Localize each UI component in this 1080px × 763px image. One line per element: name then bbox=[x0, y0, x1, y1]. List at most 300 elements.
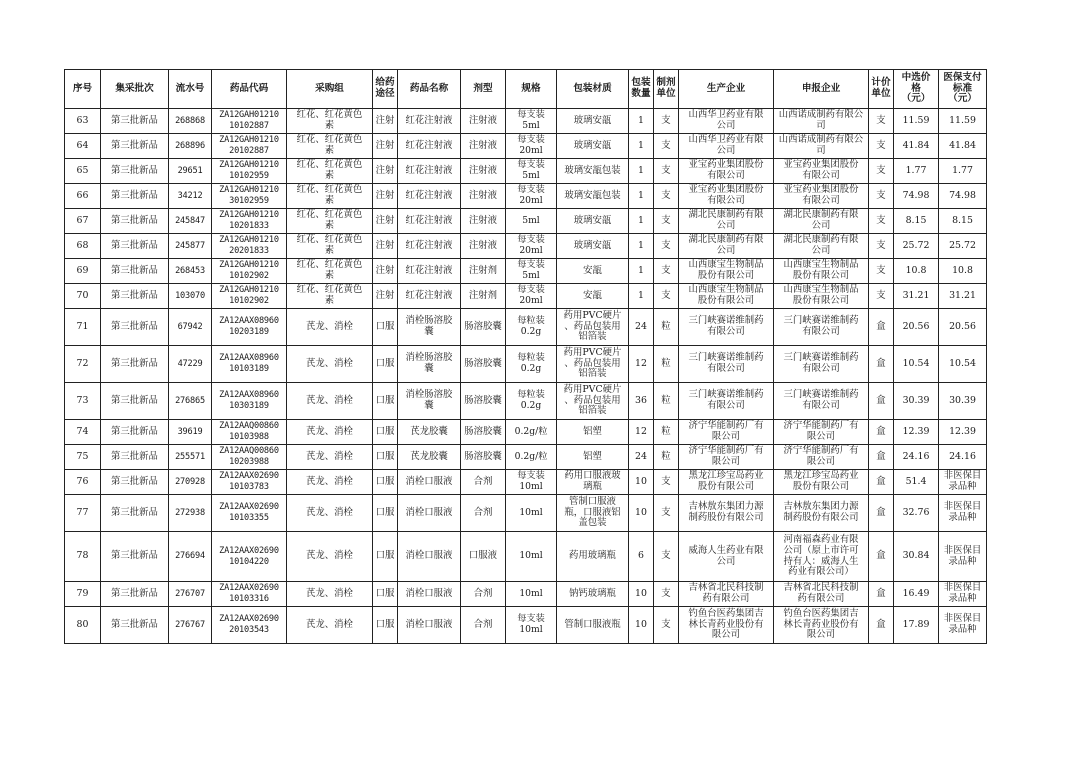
cell-insurance-standard: 31.21 bbox=[939, 284, 987, 309]
cell-unit: 支 bbox=[654, 470, 679, 495]
cell-route: 口服 bbox=[373, 470, 398, 495]
table-row bbox=[65, 582, 987, 607]
cell-batch: 第三批新品 bbox=[101, 184, 169, 209]
cell-purchase-group: 芪龙、消栓 bbox=[287, 470, 373, 495]
cell-drug-name: 消栓肠溶胶 囊 bbox=[398, 346, 461, 383]
cell-bid-price: 16.49 bbox=[894, 582, 939, 607]
cell-packaging: 药用玻璃瓶 bbox=[557, 532, 629, 582]
cell-insurance-standard: 12.39 bbox=[939, 420, 987, 445]
cell-batch: 第三批新品 bbox=[101, 495, 169, 532]
cell-unit: 支 bbox=[654, 184, 679, 209]
table-row bbox=[65, 495, 987, 532]
cell-manufacturer: 吉林省北民科技制 药有限公司 bbox=[679, 582, 774, 607]
table-row bbox=[65, 532, 987, 582]
drug-price-table-page bbox=[64, 69, 987, 644]
cell-insurance-standard: 8.15 bbox=[939, 209, 987, 234]
cell-insurance-standard: 74.98 bbox=[939, 184, 987, 209]
cell-pricing-unit: 盒 bbox=[869, 420, 894, 445]
cell-batch: 第三批新品 bbox=[101, 159, 169, 184]
cell-pricing-unit: 盒 bbox=[869, 346, 894, 383]
cell-seq: 80 bbox=[65, 607, 101, 644]
cell-unit: 支 bbox=[654, 582, 679, 607]
cell-pack-qty: 10 bbox=[629, 470, 654, 495]
cell-insurance-standard: 24.16 bbox=[939, 445, 987, 470]
cell-bid-price: 11.59 bbox=[894, 109, 939, 134]
cell-route: 注射 bbox=[373, 184, 398, 209]
cell-bid-price: 10.8 bbox=[894, 259, 939, 284]
cell-manufacturer: 山西华卫药业有限 公司 bbox=[679, 134, 774, 159]
cell-drug-code: ZA12AAX08960 10103189 bbox=[212, 346, 287, 383]
table-row bbox=[65, 109, 987, 134]
cell-manufacturer: 威海人生药业有限 公司 bbox=[679, 532, 774, 582]
cell-applicant: 吉林省北民科技制 药有限公司 bbox=[774, 582, 869, 607]
cell-pricing-unit: 支 bbox=[869, 109, 894, 134]
cell-batch: 第三批新品 bbox=[101, 309, 169, 346]
table-row bbox=[65, 445, 987, 470]
cell-drug-code: ZA12GAH01210 10102887 bbox=[212, 109, 287, 134]
cell-route: 注射 bbox=[373, 134, 398, 159]
cell-purchase-group: 红花、红花黄色 素 bbox=[287, 159, 373, 184]
cell-drug-code: ZA12AAX02690 20103543 bbox=[212, 607, 287, 644]
cell-serial: 268453 bbox=[169, 259, 212, 284]
cell-seq: 65 bbox=[65, 159, 101, 184]
cell-route: 口服 bbox=[373, 383, 398, 420]
cell-applicant: 湖北民康制药有限 公司 bbox=[774, 209, 869, 234]
cell-insurance-standard: 25.72 bbox=[939, 234, 987, 259]
cell-batch: 第三批新品 bbox=[101, 383, 169, 420]
cell-bid-price: 12.39 bbox=[894, 420, 939, 445]
cell-bid-price: 25.72 bbox=[894, 234, 939, 259]
cell-manufacturer: 山西康宝生物制品 股份有限公司 bbox=[679, 259, 774, 284]
cell-applicant: 三门峡赛诺维制药 有限公司 bbox=[774, 346, 869, 383]
cell-bid-price: 30.84 bbox=[894, 532, 939, 582]
cell-drug-name: 红花注射液 bbox=[398, 259, 461, 284]
cell-drug-name: 红花注射液 bbox=[398, 159, 461, 184]
header-packaging: 包装材质 bbox=[557, 70, 629, 109]
cell-drug-code: ZA12AAX02690 10103355 bbox=[212, 495, 287, 532]
cell-bid-price: 10.54 bbox=[894, 346, 939, 383]
cell-packaging: 玻璃安瓿 bbox=[557, 109, 629, 134]
cell-pricing-unit: 支 bbox=[869, 284, 894, 309]
cell-dosage-form: 合剂 bbox=[461, 495, 506, 532]
cell-dosage-form: 合剂 bbox=[461, 470, 506, 495]
cell-manufacturer: 济宁华能制药厂有 限公司 bbox=[679, 420, 774, 445]
cell-manufacturer: 吉林敖东集团力源 制药股份有限公司 bbox=[679, 495, 774, 532]
cell-batch: 第三批新品 bbox=[101, 109, 169, 134]
cell-packaging: 铝塑 bbox=[557, 445, 629, 470]
cell-packaging: 管制口服液瓶 bbox=[557, 607, 629, 644]
cell-drug-name: 芪龙胶囊 bbox=[398, 445, 461, 470]
cell-manufacturer: 黑龙江珍宝岛药业 股份有限公司 bbox=[679, 470, 774, 495]
cell-dosage-form: 肠溶胶囊 bbox=[461, 445, 506, 470]
cell-bid-price: 74.98 bbox=[894, 184, 939, 209]
cell-drug-code: ZA12AAQ00860 10103988 bbox=[212, 420, 287, 445]
cell-route: 口服 bbox=[373, 495, 398, 532]
cell-batch: 第三批新品 bbox=[101, 284, 169, 309]
cell-bid-price: 41.84 bbox=[894, 134, 939, 159]
cell-dosage-form: 合剂 bbox=[461, 582, 506, 607]
cell-drug-name: 红花注射液 bbox=[398, 234, 461, 259]
cell-spec: 每支装 10ml bbox=[506, 607, 557, 644]
cell-serial: 39619 bbox=[169, 420, 212, 445]
cell-packaging: 玻璃安瓿 bbox=[557, 209, 629, 234]
cell-drug-name: 红花注射液 bbox=[398, 284, 461, 309]
cell-serial: 255571 bbox=[169, 445, 212, 470]
cell-packaging: 药用PVC硬片 、药品包装用 铝箔装 bbox=[557, 309, 629, 346]
cell-spec: 10ml bbox=[506, 582, 557, 607]
cell-packaging: 管制口服液 瓶，口服液铝 盖包装 bbox=[557, 495, 629, 532]
cell-drug-code: ZA12AAX02690 10103316 bbox=[212, 582, 287, 607]
cell-insurance-standard: 30.39 bbox=[939, 383, 987, 420]
cell-route: 口服 bbox=[373, 532, 398, 582]
header-drug-code: 药品代码 bbox=[212, 70, 287, 109]
cell-seq: 79 bbox=[65, 582, 101, 607]
cell-pack-qty: 10 bbox=[629, 582, 654, 607]
header-purchase-group: 采购组 bbox=[287, 70, 373, 109]
cell-seq: 74 bbox=[65, 420, 101, 445]
table-row bbox=[65, 420, 987, 445]
cell-pack-qty: 1 bbox=[629, 209, 654, 234]
cell-route: 口服 bbox=[373, 607, 398, 644]
cell-dosage-form: 注射剂 bbox=[461, 284, 506, 309]
header-serial: 流水号 bbox=[169, 70, 212, 109]
cell-bid-price: 1.77 bbox=[894, 159, 939, 184]
cell-applicant: 山西康宝生物制品 股份有限公司 bbox=[774, 284, 869, 309]
cell-batch: 第三批新品 bbox=[101, 346, 169, 383]
cell-seq: 66 bbox=[65, 184, 101, 209]
cell-manufacturer: 三门峡赛诺维制药 有限公司 bbox=[679, 346, 774, 383]
cell-purchase-group: 红花、红花黄色 素 bbox=[287, 109, 373, 134]
cell-dosage-form: 注射液 bbox=[461, 234, 506, 259]
header-drug-name: 药品名称 bbox=[398, 70, 461, 109]
cell-insurance-standard: 非医保目 录品种 bbox=[939, 470, 987, 495]
cell-batch: 第三批新品 bbox=[101, 445, 169, 470]
cell-pack-qty: 12 bbox=[629, 420, 654, 445]
cell-purchase-group: 红花、红花黄色 素 bbox=[287, 284, 373, 309]
cell-purchase-group: 芪龙、消栓 bbox=[287, 383, 373, 420]
cell-spec: 每粒装 0.2g bbox=[506, 383, 557, 420]
cell-packaging: 玻璃安瓿包装 bbox=[557, 184, 629, 209]
cell-route: 口服 bbox=[373, 346, 398, 383]
cell-manufacturer: 钓鱼台医药集团吉 林长青药业股份有 限公司 bbox=[679, 607, 774, 644]
cell-insurance-standard: 非医保目 录品种 bbox=[939, 532, 987, 582]
cell-purchase-group: 芪龙、消栓 bbox=[287, 346, 373, 383]
cell-purchase-group: 红花、红花黄色 素 bbox=[287, 234, 373, 259]
cell-manufacturer: 亚宝药业集团股份 有限公司 bbox=[679, 184, 774, 209]
table-row bbox=[65, 383, 987, 420]
cell-insurance-standard: 1.77 bbox=[939, 159, 987, 184]
cell-drug-name: 消栓肠溶胶 囊 bbox=[398, 383, 461, 420]
cell-drug-name: 红花注射液 bbox=[398, 184, 461, 209]
cell-spec: 0.2g/粒 bbox=[506, 445, 557, 470]
drug-price-table bbox=[64, 69, 987, 644]
cell-unit: 支 bbox=[654, 495, 679, 532]
cell-route: 注射 bbox=[373, 159, 398, 184]
cell-unit: 粒 bbox=[654, 346, 679, 383]
cell-purchase-group: 芪龙、消栓 bbox=[287, 582, 373, 607]
cell-manufacturer: 山西康宝生物制品 股份有限公司 bbox=[679, 284, 774, 309]
cell-pack-qty: 1 bbox=[629, 234, 654, 259]
cell-route: 注射 bbox=[373, 109, 398, 134]
cell-pack-qty: 1 bbox=[629, 159, 654, 184]
cell-packaging: 药用PVC硬片 、药品包装用 铝箔装 bbox=[557, 383, 629, 420]
cell-seq: 76 bbox=[65, 470, 101, 495]
cell-unit: 支 bbox=[654, 209, 679, 234]
cell-dosage-form: 肠溶胶囊 bbox=[461, 420, 506, 445]
cell-bid-price: 17.89 bbox=[894, 607, 939, 644]
cell-drug-name: 消栓口服液 bbox=[398, 607, 461, 644]
cell-drug-name: 红花注射液 bbox=[398, 109, 461, 134]
cell-batch: 第三批新品 bbox=[101, 259, 169, 284]
cell-seq: 77 bbox=[65, 495, 101, 532]
cell-seq: 72 bbox=[65, 346, 101, 383]
cell-drug-code: ZA12AAX08960 10303189 bbox=[212, 383, 287, 420]
cell-manufacturer: 山西华卫药业有限 公司 bbox=[679, 109, 774, 134]
cell-applicant: 三门峡赛诺维制药 有限公司 bbox=[774, 383, 869, 420]
cell-packaging: 药用PVC硬片 、药品包装用 铝箔装 bbox=[557, 346, 629, 383]
cell-dosage-form: 口服液 bbox=[461, 532, 506, 582]
cell-route: 注射 bbox=[373, 234, 398, 259]
cell-pack-qty: 10 bbox=[629, 607, 654, 644]
table-row bbox=[65, 470, 987, 495]
cell-route: 注射 bbox=[373, 284, 398, 309]
cell-unit: 支 bbox=[654, 284, 679, 309]
cell-packaging: 药用口服液玻 璃瓶 bbox=[557, 470, 629, 495]
header-pricing-unit: 计价 单位 bbox=[869, 70, 894, 109]
cell-packaging: 钠钙玻璃瓶 bbox=[557, 582, 629, 607]
cell-purchase-group: 芪龙、消栓 bbox=[287, 445, 373, 470]
cell-pricing-unit: 盒 bbox=[869, 607, 894, 644]
cell-purchase-group: 芪龙、消栓 bbox=[287, 532, 373, 582]
cell-serial: 276865 bbox=[169, 383, 212, 420]
cell-spec: 每支装 10ml bbox=[506, 470, 557, 495]
cell-insurance-standard: 10.54 bbox=[939, 346, 987, 383]
cell-drug-code: ZA12GAH01210 10201833 bbox=[212, 209, 287, 234]
cell-drug-code: ZA12GAH01210 10102902 bbox=[212, 259, 287, 284]
cell-pack-qty: 12 bbox=[629, 346, 654, 383]
cell-pack-qty: 6 bbox=[629, 532, 654, 582]
cell-spec: 每粒装 0.2g bbox=[506, 346, 557, 383]
cell-serial: 268896 bbox=[169, 134, 212, 159]
cell-applicant: 吉林敖东集团力源 制药股份有限公司 bbox=[774, 495, 869, 532]
cell-batch: 第三批新品 bbox=[101, 209, 169, 234]
cell-serial: 245877 bbox=[169, 234, 212, 259]
cell-pricing-unit: 支 bbox=[869, 184, 894, 209]
cell-applicant: 济宁华能制药厂有 限公司 bbox=[774, 420, 869, 445]
cell-pricing-unit: 盒 bbox=[869, 470, 894, 495]
cell-pack-qty: 10 bbox=[629, 495, 654, 532]
cell-unit: 支 bbox=[654, 109, 679, 134]
cell-pack-qty: 24 bbox=[629, 445, 654, 470]
cell-unit: 支 bbox=[654, 159, 679, 184]
cell-spec: 每支装 20ml bbox=[506, 284, 557, 309]
cell-applicant: 黑龙江珍宝岛药业 股份有限公司 bbox=[774, 470, 869, 495]
cell-pack-qty: 1 bbox=[629, 284, 654, 309]
cell-unit: 支 bbox=[654, 532, 679, 582]
cell-applicant: 山西康宝生物制品 股份有限公司 bbox=[774, 259, 869, 284]
cell-drug-code: ZA12GAH01210 10102902 bbox=[212, 284, 287, 309]
cell-applicant: 济宁华能制药厂有 限公司 bbox=[774, 445, 869, 470]
cell-drug-code: ZA12AAX08960 10203189 bbox=[212, 309, 287, 346]
cell-serial: 276767 bbox=[169, 607, 212, 644]
cell-purchase-group: 芪龙、消栓 bbox=[287, 495, 373, 532]
header-unit: 制剂 单位 bbox=[654, 70, 679, 109]
header-dosage-form: 剂型 bbox=[461, 70, 506, 109]
cell-spec: 每粒装 0.2g bbox=[506, 309, 557, 346]
cell-insurance-standard: 11.59 bbox=[939, 109, 987, 134]
cell-bid-price: 51.4 bbox=[894, 470, 939, 495]
cell-pack-qty: 1 bbox=[629, 259, 654, 284]
cell-route: 口服 bbox=[373, 582, 398, 607]
cell-drug-name: 消栓口服液 bbox=[398, 495, 461, 532]
cell-seq: 69 bbox=[65, 259, 101, 284]
cell-insurance-standard: 非医保目 录品种 bbox=[939, 582, 987, 607]
cell-pricing-unit: 支 bbox=[869, 134, 894, 159]
cell-unit: 粒 bbox=[654, 420, 679, 445]
cell-seq: 75 bbox=[65, 445, 101, 470]
cell-packaging: 安瓿 bbox=[557, 284, 629, 309]
table-row bbox=[65, 234, 987, 259]
cell-route: 口服 bbox=[373, 420, 398, 445]
cell-dosage-form: 合剂 bbox=[461, 607, 506, 644]
cell-batch: 第三批新品 bbox=[101, 607, 169, 644]
cell-seq: 71 bbox=[65, 309, 101, 346]
table-row bbox=[65, 607, 987, 644]
cell-drug-name: 消栓口服液 bbox=[398, 470, 461, 495]
cell-batch: 第三批新品 bbox=[101, 420, 169, 445]
cell-pricing-unit: 盒 bbox=[869, 309, 894, 346]
cell-spec: 每支装 20ml bbox=[506, 184, 557, 209]
cell-seq: 70 bbox=[65, 284, 101, 309]
cell-spec: 每支装 5ml bbox=[506, 109, 557, 134]
header-applicant: 申报企业 bbox=[774, 70, 869, 109]
cell-serial: 276694 bbox=[169, 532, 212, 582]
cell-insurance-standard: 10.8 bbox=[939, 259, 987, 284]
cell-bid-price: 32.76 bbox=[894, 495, 939, 532]
cell-batch: 第三批新品 bbox=[101, 582, 169, 607]
cell-pricing-unit: 盒 bbox=[869, 582, 894, 607]
cell-dosage-form: 注射液 bbox=[461, 134, 506, 159]
cell-batch: 第三批新品 bbox=[101, 134, 169, 159]
cell-unit: 支 bbox=[654, 607, 679, 644]
cell-pricing-unit: 盒 bbox=[869, 532, 894, 582]
cell-drug-code: ZA12GAH01210 20201833 bbox=[212, 234, 287, 259]
cell-pricing-unit: 支 bbox=[869, 209, 894, 234]
cell-insurance-standard: 非医保目 录品种 bbox=[939, 607, 987, 644]
cell-insurance-standard: 20.56 bbox=[939, 309, 987, 346]
table-row bbox=[65, 346, 987, 383]
cell-pack-qty: 1 bbox=[629, 184, 654, 209]
cell-serial: 268868 bbox=[169, 109, 212, 134]
cell-insurance-standard: 41.84 bbox=[939, 134, 987, 159]
cell-serial: 47229 bbox=[169, 346, 212, 383]
cell-pricing-unit: 支 bbox=[869, 259, 894, 284]
cell-seq: 67 bbox=[65, 209, 101, 234]
header-bid-price: 中选价 格 （元） bbox=[894, 70, 939, 109]
cell-manufacturer: 亚宝药业集团股份 有限公司 bbox=[679, 159, 774, 184]
cell-packaging: 玻璃安瓿 bbox=[557, 134, 629, 159]
cell-pack-qty: 36 bbox=[629, 383, 654, 420]
cell-drug-code: ZA12AAQ00860 10203988 bbox=[212, 445, 287, 470]
cell-spec: 10ml bbox=[506, 532, 557, 582]
cell-bid-price: 31.21 bbox=[894, 284, 939, 309]
cell-dosage-form: 肠溶胶囊 bbox=[461, 309, 506, 346]
cell-packaging: 安瓿 bbox=[557, 259, 629, 284]
cell-drug-name: 红花注射液 bbox=[398, 134, 461, 159]
cell-purchase-group: 红花、红花黄色 素 bbox=[287, 209, 373, 234]
cell-applicant: 钓鱼台医药集团吉 林长青药业股份有 限公司 bbox=[774, 607, 869, 644]
cell-batch: 第三批新品 bbox=[101, 470, 169, 495]
cell-seq: 64 bbox=[65, 134, 101, 159]
cell-unit: 支 bbox=[654, 234, 679, 259]
header-spec: 规格 bbox=[506, 70, 557, 109]
cell-bid-price: 20.56 bbox=[894, 309, 939, 346]
cell-manufacturer: 湖北民康制药有限 公司 bbox=[679, 234, 774, 259]
cell-packaging: 玻璃安瓿包装 bbox=[557, 159, 629, 184]
table-row bbox=[65, 134, 987, 159]
cell-applicant: 山西诺成制药有限公司 bbox=[774, 109, 869, 134]
table-row bbox=[65, 159, 987, 184]
cell-pack-qty: 1 bbox=[629, 134, 654, 159]
cell-drug-code: ZA12GAH01210 10102959 bbox=[212, 159, 287, 184]
cell-serial: 29651 bbox=[169, 159, 212, 184]
cell-drug-name: 消栓口服液 bbox=[398, 582, 461, 607]
cell-manufacturer: 济宁华能制药厂有 限公司 bbox=[679, 445, 774, 470]
cell-bid-price: 30.39 bbox=[894, 383, 939, 420]
table-row bbox=[65, 184, 987, 209]
cell-serial: 103070 bbox=[169, 284, 212, 309]
header-pack-qty: 包装 数量 bbox=[629, 70, 654, 109]
header-row bbox=[65, 70, 987, 109]
cell-seq: 78 bbox=[65, 532, 101, 582]
cell-purchase-group: 红花、红花黄色 素 bbox=[287, 259, 373, 284]
cell-dosage-form: 肠溶胶囊 bbox=[461, 346, 506, 383]
cell-route: 口服 bbox=[373, 309, 398, 346]
cell-batch: 第三批新品 bbox=[101, 532, 169, 582]
cell-route: 注射 bbox=[373, 209, 398, 234]
cell-serial: 67942 bbox=[169, 309, 212, 346]
cell-purchase-group: 芪龙、消栓 bbox=[287, 607, 373, 644]
cell-drug-name: 消栓肠溶胶 囊 bbox=[398, 309, 461, 346]
cell-spec: 5ml bbox=[506, 209, 557, 234]
cell-seq: 68 bbox=[65, 234, 101, 259]
cell-serial: 245847 bbox=[169, 209, 212, 234]
cell-pricing-unit: 支 bbox=[869, 159, 894, 184]
cell-spec: 0.2g/粒 bbox=[506, 420, 557, 445]
cell-purchase-group: 红花、红花黄色 素 bbox=[287, 184, 373, 209]
cell-applicant: 亚宝药业集团股份 有限公司 bbox=[774, 159, 869, 184]
cell-purchase-group: 芪龙、消栓 bbox=[287, 420, 373, 445]
cell-manufacturer: 湖北民康制药有限 公司 bbox=[679, 209, 774, 234]
cell-spec: 每支装 20ml bbox=[506, 134, 557, 159]
cell-serial: 276707 bbox=[169, 582, 212, 607]
cell-applicant: 河南福森药业有限 公司（原上市许可 持有人：威海人生 药业有限公司） bbox=[774, 532, 869, 582]
cell-applicant: 山西诺成制药有限公司 bbox=[774, 134, 869, 159]
cell-drug-name: 红花注射液 bbox=[398, 209, 461, 234]
cell-drug-code: ZA12AAX02690 10103783 bbox=[212, 470, 287, 495]
cell-dosage-form: 肠溶胶囊 bbox=[461, 383, 506, 420]
cell-drug-name: 消栓口服液 bbox=[398, 532, 461, 582]
cell-pricing-unit: 盒 bbox=[869, 383, 894, 420]
cell-pack-qty: 24 bbox=[629, 309, 654, 346]
cell-dosage-form: 注射剂 bbox=[461, 259, 506, 284]
cell-drug-code: ZA12GAH01210 30102959 bbox=[212, 184, 287, 209]
cell-serial: 34212 bbox=[169, 184, 212, 209]
cell-drug-code: ZA12GAH01210 20102887 bbox=[212, 134, 287, 159]
cell-serial: 272938 bbox=[169, 495, 212, 532]
header-seq: 序号 bbox=[65, 70, 101, 109]
cell-pricing-unit: 支 bbox=[869, 234, 894, 259]
